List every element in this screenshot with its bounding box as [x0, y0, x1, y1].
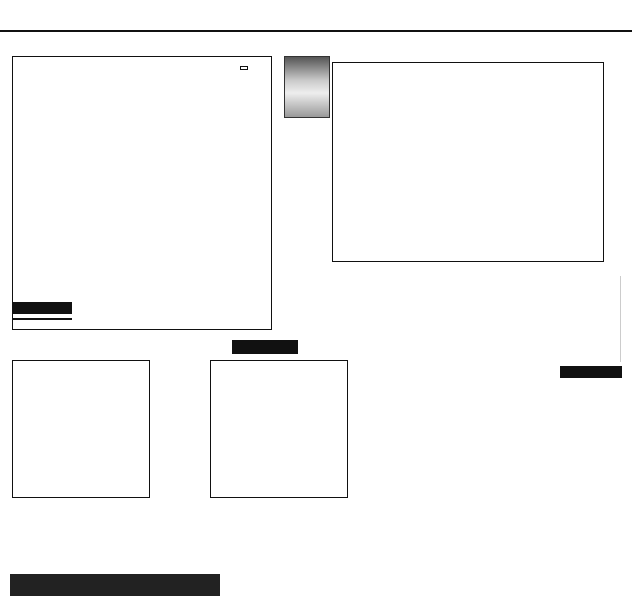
- word-search-grid: [12, 56, 272, 330]
- celebrity-photo: [284, 56, 330, 118]
- sudoku-grid: [210, 360, 348, 498]
- down-clues: [310, 276, 460, 362]
- prev-solution-answer: [12, 318, 72, 320]
- crossword-prev-label: [560, 366, 622, 378]
- sudoku-title: [232, 340, 298, 354]
- horoscope-grid: [10, 510, 622, 570]
- prev-solution-label: [12, 302, 72, 314]
- sudoku-prev-grid: [12, 360, 150, 498]
- crossword-grid: [332, 62, 604, 262]
- across-clues: [470, 276, 621, 362]
- crossword-row-numbers: [606, 62, 622, 260]
- prev-across-answers: [470, 382, 620, 494]
- masthead: [0, 0, 632, 32]
- website-url[interactable]: [10, 574, 220, 596]
